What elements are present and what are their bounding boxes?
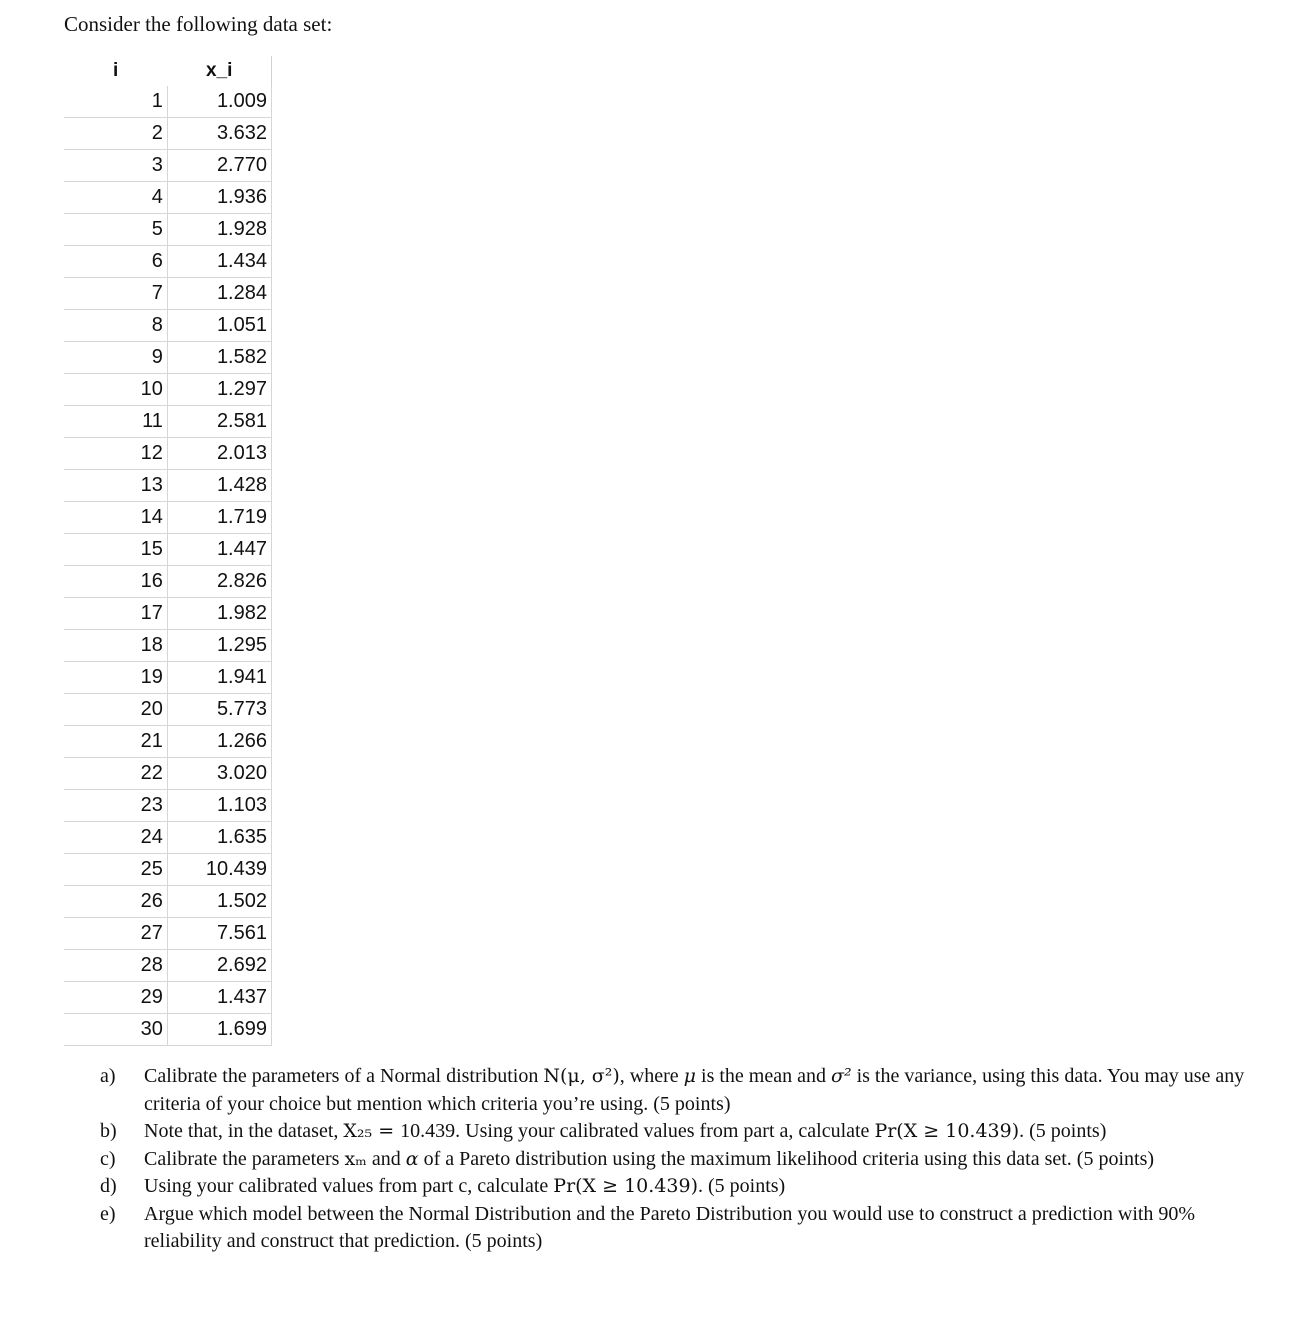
cell-i: 27 — [64, 918, 167, 950]
cell-i: 20 — [64, 694, 167, 726]
question-c-part1: Calibrate the parameters — [144, 1147, 345, 1170]
cell-i: 23 — [64, 790, 167, 822]
probability-notation: Pr(X ≥ 10.439) — [874, 1120, 1020, 1142]
question-label: b) — [100, 1120, 117, 1142]
question-a-part2: , where — [619, 1065, 684, 1087]
table-row — [64, 374, 272, 406]
cell-x-i: 1.434 — [167, 246, 271, 278]
cell-i: 7 — [64, 278, 167, 310]
cell-x-i: 1.009 — [167, 86, 271, 118]
questions-list — [100, 1063, 1260, 1256]
table-row — [64, 1014, 272, 1046]
cell-i: 14 — [64, 502, 167, 534]
table-row — [64, 726, 272, 758]
cell-i: 12 — [64, 438, 167, 470]
question-c — [100, 1146, 1260, 1174]
cell-i: 30 — [64, 1014, 167, 1046]
question-b-part2: 10.439. Using your calibrated values from part a, calculate — [400, 1120, 875, 1142]
table-row — [64, 214, 272, 246]
question-e — [100, 1201, 1260, 1256]
cell-i: 25 — [64, 854, 167, 886]
table-row — [64, 534, 272, 566]
cell-x-i: 1.936 — [167, 182, 271, 214]
question-label: a) — [100, 1065, 116, 1087]
probability-notation: Pr(X ≥ 10.439) — [553, 1175, 698, 1197]
cell-i: 8 — [64, 310, 167, 342]
cell-x-i: 2.770 — [167, 150, 271, 182]
table-row — [64, 86, 272, 118]
mu-symbol: μ — [683, 1065, 697, 1087]
question-text — [144, 1173, 1260, 1201]
cell-x-i: 2.013 — [167, 438, 271, 470]
question-d-part2: . (5 points) — [697, 1175, 786, 1197]
table-row — [64, 310, 272, 342]
question-a-part1: Calibrate the parameters of a Normal distribution — [144, 1065, 544, 1087]
cell-i: 5 — [64, 214, 167, 246]
question-text — [144, 1118, 1260, 1146]
cell-i: 29 — [64, 982, 167, 1014]
table-row — [64, 502, 272, 534]
cell-x-i: 2.692 — [167, 950, 271, 982]
table-row — [64, 598, 272, 630]
cell-x-i: 2.581 — [167, 406, 271, 438]
alpha-symbol: α — [405, 1147, 419, 1170]
x25-notation: X₂₅ = — [343, 1120, 401, 1142]
cell-i: 18 — [64, 630, 167, 662]
cell-x-i: 7.561 — [167, 918, 271, 950]
cell-x-i: 1.982 — [167, 598, 271, 630]
table-row — [64, 278, 272, 310]
table-row — [64, 694, 272, 726]
question-text: Argue which model between the Normal Distribution and the Pareto Distribution you would use to construct a prediction with 90% reliability and construct that prediction. (5 points) — [144, 1202, 1196, 1252]
cell-x-i: 1.699 — [167, 1014, 271, 1046]
cell-i: 21 — [64, 726, 167, 758]
cell-x-i: 1.582 — [167, 342, 271, 374]
cell-x-i: 2.826 — [167, 566, 271, 598]
table-row — [64, 566, 272, 598]
cell-x-i: 1.051 — [167, 310, 271, 342]
cell-i: 16 — [64, 566, 167, 598]
normal-notation: N(μ, σ²) — [543, 1065, 620, 1087]
question-label: c) — [100, 1147, 116, 1170]
table-row — [64, 982, 272, 1014]
header-i: i — [113, 60, 119, 81]
table-row — [64, 662, 272, 694]
table-row — [64, 470, 272, 502]
cell-x-i: 1.719 — [167, 502, 271, 534]
header-x-i: x_i — [167, 56, 271, 86]
cell-x-i: 1.941 — [167, 662, 271, 694]
table-row — [64, 630, 272, 662]
question-label: e) — [100, 1202, 116, 1225]
cell-i: 15 — [64, 534, 167, 566]
cell-i: 4 — [64, 182, 167, 214]
cell-i: 2 — [64, 118, 167, 150]
cell-i: 17 — [64, 598, 167, 630]
cell-i: 9 — [64, 342, 167, 374]
cell-x-i: 1.502 — [167, 886, 271, 918]
table-row — [64, 950, 272, 982]
data-table — [64, 56, 272, 1046]
table-row — [64, 854, 272, 886]
cell-x-i: 1.297 — [167, 374, 271, 406]
cell-i: 6 — [64, 246, 167, 278]
cell-x-i: 1.428 — [167, 470, 271, 502]
question-a — [100, 1063, 1260, 1118]
question-text — [144, 1146, 1260, 1174]
table-row — [64, 342, 272, 374]
table-row — [64, 758, 272, 790]
cell-x-i: 1.295 — [167, 630, 271, 662]
question-d — [100, 1173, 1260, 1201]
cell-i: 13 — [64, 470, 167, 502]
table-row — [64, 182, 272, 214]
table-row — [64, 118, 272, 150]
cell-i: 3 — [64, 150, 167, 182]
cell-x-i: 1.635 — [167, 822, 271, 854]
question-b-part1: Note that, in the dataset, — [144, 1120, 344, 1142]
question-text — [144, 1063, 1260, 1118]
cell-x-i: 5.773 — [167, 694, 271, 726]
sigma-squared-symbol: σ² — [830, 1065, 852, 1087]
cell-x-i: 1.437 — [167, 982, 271, 1014]
table-row — [64, 886, 272, 918]
cell-i: 19 — [64, 662, 167, 694]
question-d-part1: Using your calibrated values from part c, calculate — [144, 1175, 554, 1197]
cell-x-i: 3.020 — [167, 758, 271, 790]
cell-i: 1 — [64, 86, 167, 118]
cell-x-i: 1.928 — [167, 214, 271, 246]
question-b-part3: . (5 points) — [1019, 1120, 1107, 1142]
data-table-container — [64, 56, 272, 1046]
table-row — [64, 406, 272, 438]
cell-x-i: 1.266 — [167, 726, 271, 758]
table-header-row — [64, 56, 272, 86]
question-a-part4: is the variance, using this data. You may use any criteria of your choice but mention which criteria you’re using. (5 points) — [144, 1065, 1245, 1115]
cell-x-i: 1.284 — [167, 278, 271, 310]
cell-i: 28 — [64, 950, 167, 982]
table-row — [64, 918, 272, 950]
cell-i: 22 — [64, 758, 167, 790]
intro-text: Consider the following data set: — [64, 12, 333, 36]
question-b — [100, 1118, 1260, 1146]
question-a-part3: is the mean and — [696, 1065, 831, 1087]
question-c-part3: of a Pareto distribution using the maximum likelihood criteria using this data set. (5 points) — [418, 1147, 1155, 1170]
xm-symbol: xₘ — [344, 1147, 367, 1170]
cell-x-i: 1.447 — [167, 534, 271, 566]
cell-x-i: 10.439 — [167, 854, 271, 886]
cell-i: 10 — [64, 374, 167, 406]
cell-x-i: 3.632 — [167, 118, 271, 150]
cell-i: 24 — [64, 822, 167, 854]
question-label: d) — [100, 1175, 117, 1197]
cell-i: 11 — [64, 406, 167, 438]
table-body — [64, 86, 272, 1046]
table-row — [64, 790, 272, 822]
table-row — [64, 438, 272, 470]
table-row — [64, 246, 272, 278]
cell-i: 26 — [64, 886, 167, 918]
table-row — [64, 150, 272, 182]
question-c-part2: and — [366, 1147, 406, 1170]
cell-x-i: 1.103 — [167, 790, 271, 822]
table-row — [64, 822, 272, 854]
